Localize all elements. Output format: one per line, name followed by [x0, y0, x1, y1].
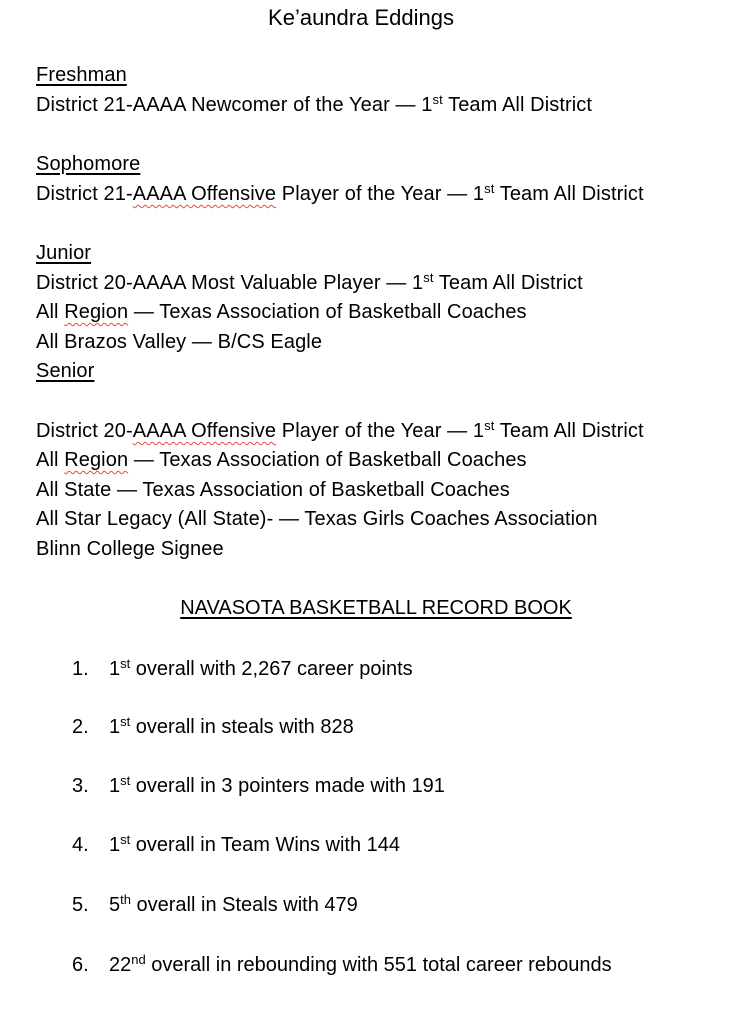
freshman-heading: Freshman [36, 64, 127, 86]
record-item-number: 3. [72, 775, 89, 797]
sophomore-award-flagged-text: AAAA Offensive [132, 183, 277, 205]
sophomore-award-tail: Team All District [494, 183, 644, 205]
senior-award-1-flagged-text: AAAA Offensive [132, 420, 277, 442]
record-item-rank-sup: st [120, 656, 131, 671]
record-item-text: overall in steals with 828 [130, 716, 354, 738]
freshman-award-tail: Team All District [442, 94, 593, 116]
junior-award-2-prefix: All [36, 301, 65, 323]
record-item-number: 5. [72, 894, 89, 916]
senior-award-line-3: All State — Texas Association of Basketball Coaches [36, 479, 510, 501]
record-item-text: overall in Steals with 479 [130, 894, 358, 916]
sophomore-award-prefix: District 21- [36, 183, 133, 205]
record-item-number: 4. [72, 834, 89, 856]
record-item [72, 892, 358, 918]
record-item-rank: 1 [109, 775, 121, 797]
freshman-award-sup: st [432, 92, 443, 107]
record-item-rank-sup: st [120, 832, 131, 847]
record-item-rank-sup: th [120, 892, 131, 907]
senior-award-2-flagged-text: Region [64, 449, 129, 471]
record-item-text: overall with 2,267 career points [130, 658, 413, 680]
record-item-rank: 1 [109, 716, 121, 738]
record-item-rank: 1 [109, 658, 121, 680]
record-item-rank-sup: st [120, 773, 131, 788]
senior-award-line-4: All Star Legacy (All State)- — Texas Girls Coaches Association [36, 508, 598, 530]
sophomore-award-line [36, 181, 644, 207]
record-book-title: NAVASOTA BASKETBALL RECORD BOOK [180, 597, 572, 619]
record-item-number: 1. [72, 658, 89, 680]
sophomore-heading: Sophomore [36, 153, 141, 175]
senior-award-line-2 [36, 447, 527, 473]
record-item-rank: 22 [109, 954, 132, 976]
senior-award-1-tail: Team All District [494, 420, 644, 442]
junior-award-line-1 [36, 270, 583, 296]
record-item [72, 656, 413, 682]
sophomore-award-middle: Player of the Year — 1 [276, 183, 485, 205]
record-item-text: overall in 3 pointers made with 191 [130, 775, 445, 797]
record-item [72, 773, 445, 799]
record-item-rank-sup: st [120, 714, 131, 729]
senior-award-1-sup: st [484, 418, 495, 433]
record-item-rank: 5 [109, 894, 121, 916]
junior-award-line-2 [36, 299, 527, 325]
freshman-award-text: District 21-AAAA Newcomer of the Year — 1 [36, 94, 433, 116]
record-book-heading [0, 595, 752, 621]
record-item-text: overall in Team Wins with 144 [130, 834, 400, 856]
junior-award-1-text: District 20-AAAA Most Valuable Player — 1 [36, 272, 424, 294]
junior-award-1-sup: st [423, 270, 434, 285]
record-item-rank: 1 [109, 834, 121, 856]
record-item [72, 832, 400, 858]
document-title: Ke’aundra Eddings [268, 5, 454, 30]
junior-heading: Junior [36, 242, 92, 264]
junior-award-line-3: All Brazos Valley — B/CS Eagle [36, 331, 323, 353]
sophomore-award-sup: st [484, 181, 495, 196]
record-item-text: overall in rebounding with 551 total career rebounds [145, 954, 612, 976]
senior-award-2-prefix: All [36, 449, 65, 471]
record-item [72, 952, 612, 978]
senior-heading: Senior [36, 360, 95, 382]
senior-award-line-1 [36, 418, 644, 444]
senior-award-1-prefix: District 20- [36, 420, 133, 442]
record-item-number: 2. [72, 716, 89, 738]
junior-award-2-rest: — Texas Association of Basketball Coaches [128, 301, 527, 323]
record-item-number: 6. [72, 954, 89, 976]
junior-award-2-flagged-text: Region [64, 301, 129, 323]
senior-award-2-rest: — Texas Association of Basketball Coaches [128, 449, 527, 471]
record-item-rank-sup: nd [131, 952, 146, 967]
record-item [72, 714, 354, 740]
junior-award-1-tail: Team All District [433, 272, 583, 294]
senior-award-1-middle: Player of the Year — 1 [276, 420, 485, 442]
freshman-award-line [36, 92, 592, 118]
senior-award-line-5: Blinn College Signee [36, 538, 224, 560]
